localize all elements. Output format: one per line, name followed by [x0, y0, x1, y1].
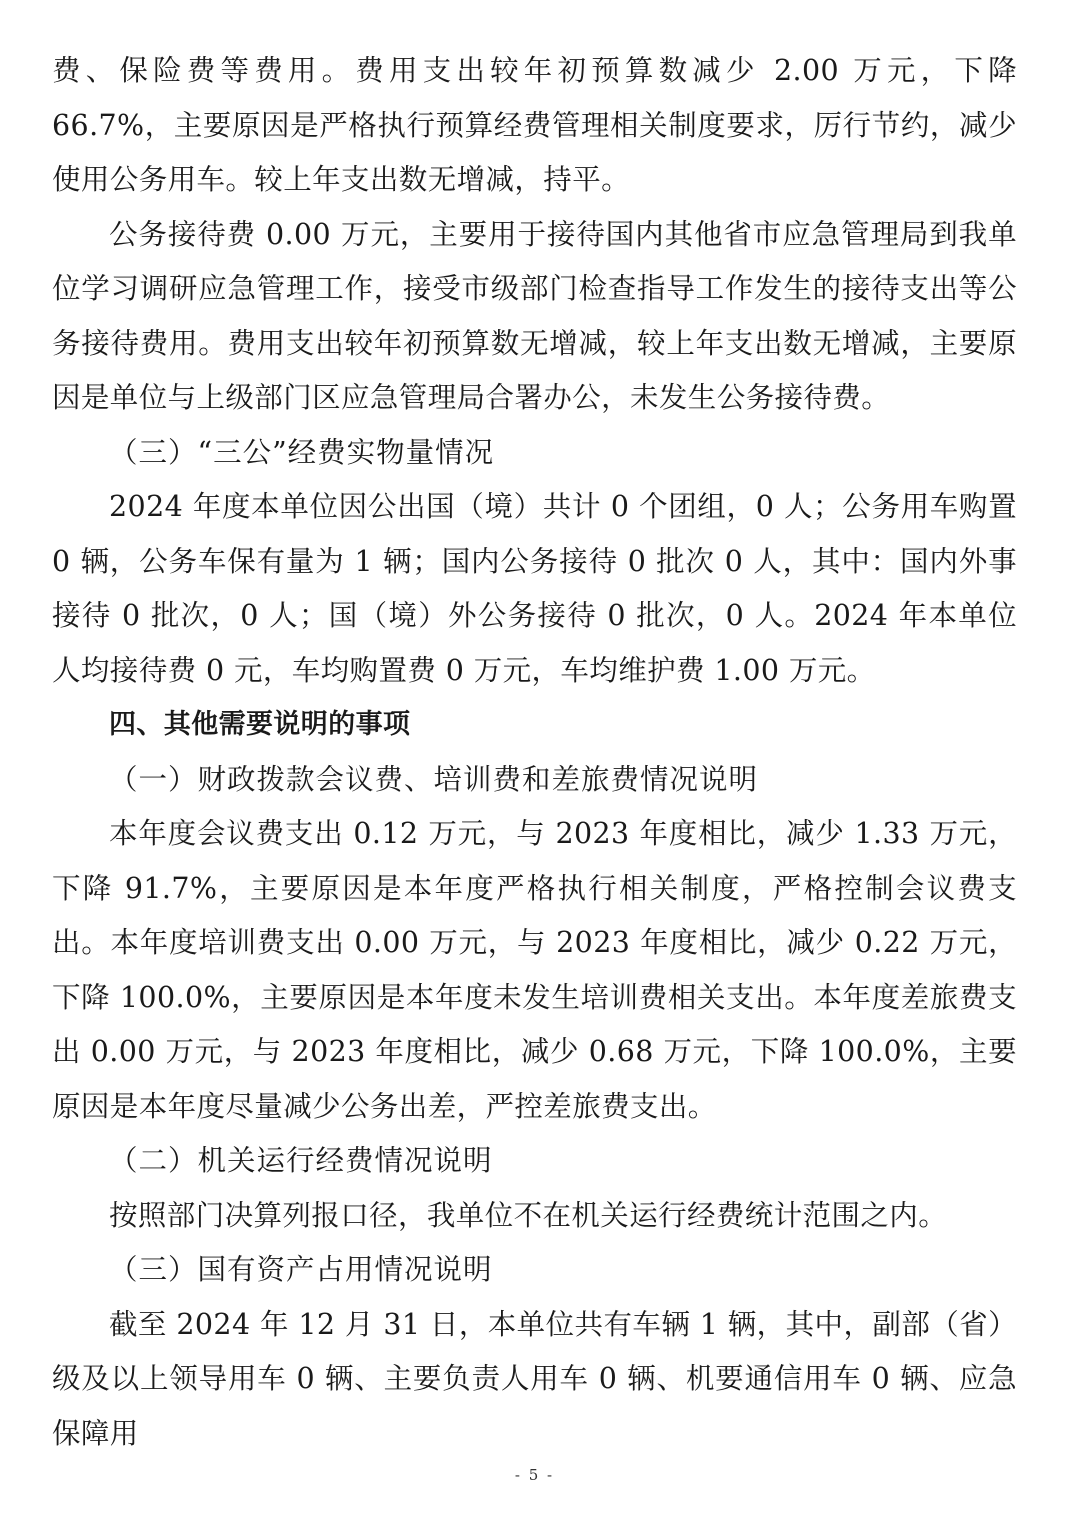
subheading-meeting-training-travel: （一）财政拨款会议费、培训费和差旅费情况说明	[109, 762, 759, 796]
page-number: - 5 -	[514, 1466, 555, 1484]
subheading-agency-operating-funds: （二）机关运行经费情况说明	[109, 1144, 493, 1177]
document-body	[52, 44, 1017, 1461]
paragraph-agency-operating-funds: 按照部门决算列报口径，我单位不在机关运行经费统计范围之内。	[109, 1198, 948, 1232]
subheading-state-assets: （三）国有资产占用情况说明	[109, 1253, 493, 1286]
subheading-three-public-physical-quantity: （三）“三公”经费实物量情况	[109, 435, 495, 469]
paragraph-reception-expense: 公务接待费 0.00 万元，主要用于接待国内其他省市应急管理局到我单位学习调研应急管理工作，接受市级部门检查指导工作发生的接待支出等公务接待费用。费用支出较年初预算数无增减，较上年支出数无增减，主要原因是单位与上级部门区应急管理局合署办公，未发生公务接待费。	[52, 217, 1017, 414]
paragraph-physical-quantity: 2024 年度本单位因公出国（境）共计 0 个团组，0 人；公务用车购置 0 辆，公务车保有量为 1 辆；国内公务接待 0 批次 0 人，其中：国内外事接待 0 批次，0 人；国（境）外公务接待 0 批次，0 人。2024 年本单位人均接待费 0 元，车均购置费 0 万元，车均维护费 1.00 万元。	[52, 490, 1017, 687]
section-heading-other-matters: 四、其他需要说明的事项	[109, 709, 411, 740]
paragraph-meeting-training-travel: 本年度会议费支出 0.12 万元，与 2023 年度相比，减少 1.33 万元，下降 91.7%，主要原因是本年度严格执行相关制度，严格控制会议费支出。本年度培训费支出 0.00 万元，与 2023 年度相比，减少 0.22 万元，下降 100.0%，主要原因是本年度未发生培训费相关支出。本年度差旅费支出 0.00 万元，与 2023 年度相比，减少 0.68 万元，下降 100.0%，主要原因是本年度尽量减少公务出差，严控差旅费支出。	[52, 817, 1017, 1123]
paragraph-state-assets: 截至 2024 年 12 月 31 日，本单位共有车辆 1 辆，其中，副部（省）级及以上领导用车 0 辆、主要负责人用车 0 辆、机要通信用车 0 辆、应急保障用	[52, 1307, 1017, 1450]
paragraph-vehicle-expense-continued: 费、保险费等费用。费用支出较年初预算数减少 2.00 万元，下降 66.7%，主要原因是严格执行预算经费管理相关制度要求，厉行节约，减少使用公务用车。较上年支出数无增减，持平。	[52, 54, 1017, 196]
